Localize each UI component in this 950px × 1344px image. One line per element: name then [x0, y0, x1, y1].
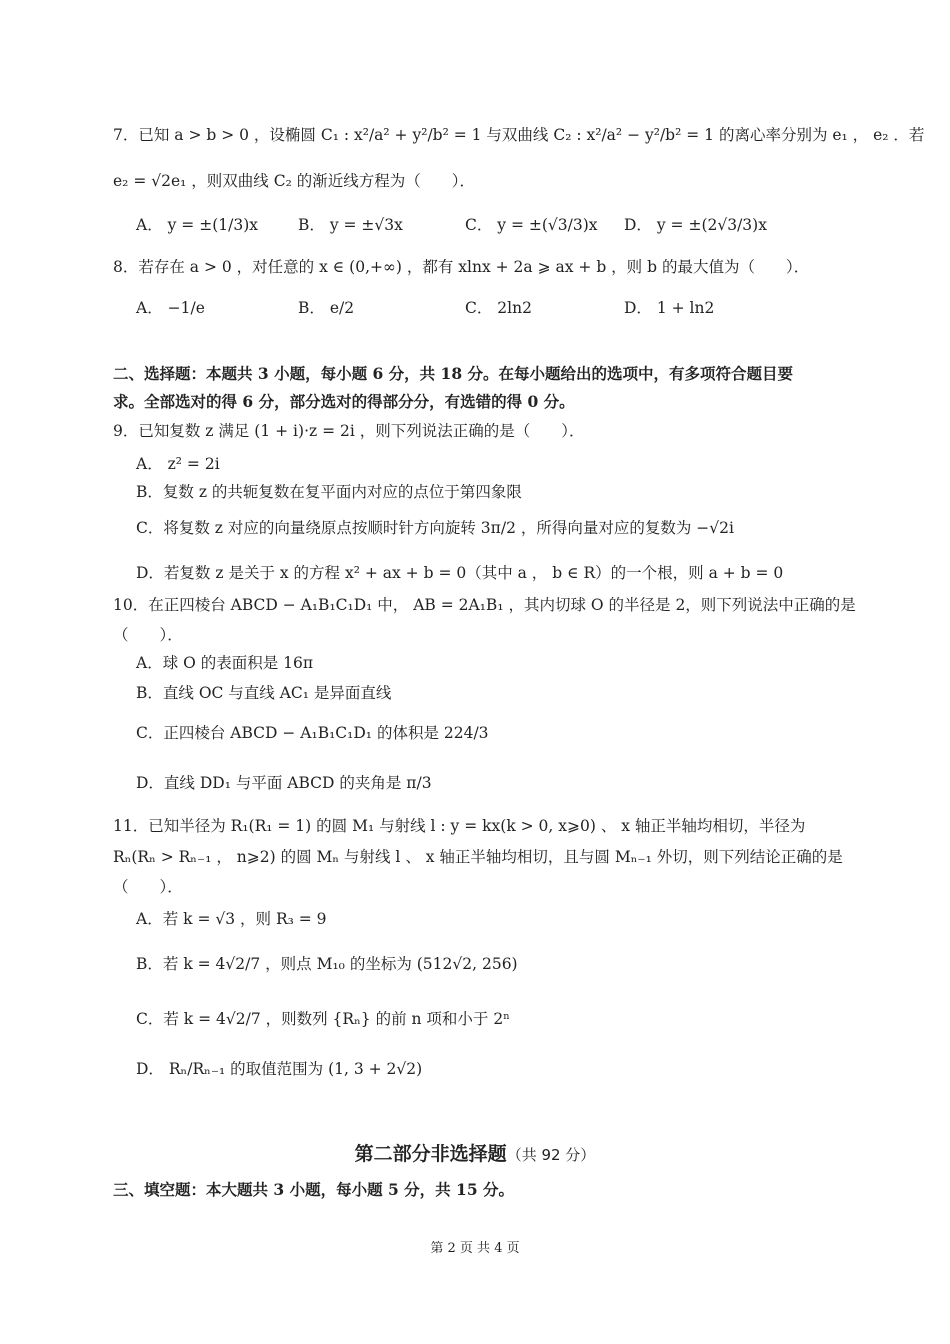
- q7-option-d: D． y = ±(2√3/3)x: [624, 216, 767, 234]
- q8-option-a: A． −1/e: [136, 299, 205, 317]
- q11-option-d: D． Rₙ/Rₙ₋₁ 的取值范围为 (1, 3 + 2√2): [136, 1060, 423, 1078]
- q9-option-a: A． z² = 2i: [136, 455, 220, 473]
- part-2-points: （共 92 分）: [506, 1146, 596, 1164]
- question-11-stem-cont2: （ ）．: [113, 878, 183, 896]
- question-8-stem: 8．若存在 a > 0 ，对任意的 x ∈ (0,+∞) ，都有 xlnx + 2a ⩾ ax + b ，则 b 的最大值为（ ）．: [113, 258, 810, 276]
- q7-option-b: B． y = ±√3x: [298, 216, 403, 234]
- question-7-stem-cont: e₂ = √2e₁ ，则双曲线 C₂ 的渐近线方程为（ ）．: [113, 172, 475, 190]
- section-2-heading: 二、选择题：本题共 3 小题，每小题 6 分，共 18 分。在每小题给出的选项中，有多项符合题目要: [113, 364, 794, 383]
- question-9-stem: 9．已知复数 z 满足 (1 + i)·z = 2i ，则下列说法正确的是（ ）．: [113, 422, 585, 440]
- q9-option-b: B．复数 z 的共轭复数在复平面内对应的点位于第四象限: [136, 483, 522, 501]
- page-footer: 第 2 页 共 4 页: [430, 1241, 520, 1256]
- section-3-heading: 三、填空题：本大题共 3 小题，每小题 5 分，共 15 分。: [113, 1180, 515, 1199]
- q11-option-b: B．若 k = 4√2/7 ，则点 M₁₀ 的坐标为 (512√2, 256): [136, 955, 518, 973]
- q9-option-c: C．将复数 z 对应的向量绕原点按顺时针方向旋转 3π/2 ，所得向量对应的复数为 −√2i: [136, 519, 734, 537]
- q10-option-c: C．正四棱台 ABCD − A₁B₁C₁D₁ 的体积是 224/3: [136, 724, 489, 742]
- section-2-heading-cont: 求。全部选对的得 6 分，部分选对的得部分分，有选错的得 0 分。: [113, 392, 575, 411]
- q10-option-a: A．球 O 的表面积是 16π: [136, 654, 314, 672]
- q10-option-d: D．直线 DD₁ 与平面 ABCD 的夹角是 π/3: [136, 774, 432, 792]
- question-10-stem-cont: （ ）．: [113, 626, 183, 644]
- question-11-stem-cont: Rₙ(Rₙ > Rₙ₋₁ ， n⩾2) 的圆 Mₙ 与射线 l 、 x 轴正半轴均相切，且与圆 Mₙ₋₁ 外切，则下列结论正确的是: [113, 848, 843, 866]
- q7-option-a: A． y = ±(1/3)x: [136, 216, 258, 234]
- question-10-stem: 10．在正四棱台 ABCD − A₁B₁C₁D₁ 中， AB = 2A₁B₁ ，其内切球 O 的半径是 2，则下列说法中正确的是: [113, 596, 856, 614]
- q8-option-b: B． e/2: [298, 299, 355, 317]
- q7-option-c: C． y = ±(√3/3)x: [465, 216, 598, 234]
- q11-option-c: C．若 k = 4√2/7 ，则数列 {Rₙ} 的前 n 项和小于 2ⁿ: [136, 1010, 510, 1028]
- part-2-title: [0, 1143, 950, 1166]
- part-2-title-text: 第二部分非选择题: [354, 1143, 507, 1165]
- question-11-stem: 11．已知半径为 R₁(R₁ = 1) 的圆 M₁ 与射线 l : y = kx(k > 0, x⩾0) 、 x 轴正半轴均相切，半径为: [113, 817, 806, 835]
- q9-option-d: D．若复数 z 是关于 x 的方程 x² + ax + b = 0（其中 a ， b ∈ R）的一个根，则 a + b = 0: [136, 564, 784, 582]
- q8-option-d: D． 1 + ln2: [624, 299, 715, 317]
- question-7-stem: 7．已知 a > b > 0 ，设椭圆 C₁ : x²/a² + y²/b² = 1 与双曲线 C₂ : x²/a² − y²/b² = 1 的离心率分别为 e₁ ， e₂ ．若: [113, 126, 925, 144]
- q10-option-b: B．直线 OC 与直线 AC₁ 是异面直线: [136, 684, 392, 702]
- q8-option-c: C． 2ln2: [465, 299, 532, 317]
- q11-option-a: A．若 k = √3 ，则 R₃ = 9: [136, 910, 327, 928]
